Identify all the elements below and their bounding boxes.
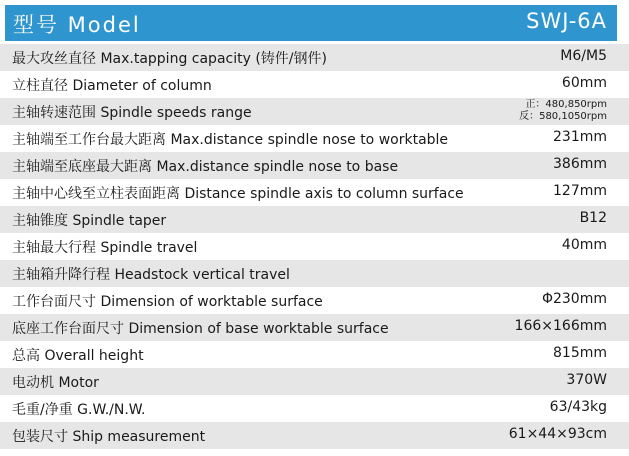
spec-row-base-worktable-dimension [0, 314, 629, 341]
spec-value: B12 [579, 210, 607, 226]
spec-label: 主轴中心线至立柱表面距离 Distance spindle axis to column surface [12, 186, 464, 202]
spec-value: 127mm [553, 183, 607, 199]
spec-label: 主轴锥度 Spindle taper [12, 213, 167, 229]
spec-label: 包装尺寸 Ship measurement [12, 429, 206, 445]
spec-value: 815mm [553, 345, 607, 361]
model-code: SWJ-6A [526, 9, 607, 33]
spec-value: 61×44×93cm [508, 426, 607, 442]
spec-value: 63/43kg [549, 399, 607, 415]
spec-label: 主轴端至底座最大距离 Max.distance spindle nose to base [12, 159, 399, 175]
spec-label: 主轴转速范围 Spindle speeds range [12, 105, 252, 121]
spec-label: 主轴端至工作台最大距离 Max.distance spindle nose to worktable [12, 132, 449, 148]
spec-row-motor [0, 368, 629, 395]
spec-value: Φ230mm [541, 291, 607, 307]
spec-value: 166×166mm [514, 318, 607, 334]
spec-label: 工作台面尺寸 Dimension of worktable surface [12, 294, 323, 310]
spec-row-ship-measurement [0, 422, 629, 449]
spec-label: 毛重/净重 G.W./N.W. [12, 402, 146, 418]
spec-value: M6/M5 [560, 48, 607, 64]
spec-value: 40mm [561, 237, 607, 253]
spec-row-spindle-travel [0, 233, 629, 260]
spec-row-nose-to-base [0, 152, 629, 179]
spec-label: 总高 Overall height [12, 348, 144, 364]
spec-row-nose-to-worktable [0, 125, 629, 152]
spec-row-axis-to-column [0, 179, 629, 206]
spec-row-headstock-travel [0, 260, 629, 287]
spec-label: 主轴最大行程 Spindle travel [12, 240, 198, 256]
spec-row-worktable-dimension [0, 287, 629, 314]
spec-label: 主轴箱升降行程 Headstock vertical travel [12, 267, 290, 283]
spec-value: 60mm [561, 75, 607, 91]
speed-reverse: 反：580,1050rpm [519, 111, 607, 122]
spec-value: 370W [566, 372, 607, 388]
spec-row-spindle-speeds [0, 98, 629, 125]
spec-label: 底座工作台面尺寸 Dimension of base worktable surface [12, 321, 389, 337]
spec-value-speeds [519, 99, 607, 123]
speed-forward: 正：480,850rpm [525, 99, 607, 110]
spec-row-max-tapping [0, 44, 629, 71]
spec-label: 电动机 Motor [12, 375, 99, 391]
spec-row-overall-height [0, 341, 629, 368]
spec-row-column-diameter [0, 71, 629, 98]
model-label: 型号 Model [13, 13, 141, 37]
model-header [5, 5, 617, 41]
spec-label: 立柱直径 Diameter of column [12, 78, 212, 94]
spec-row-spindle-taper [0, 206, 629, 233]
spec-value: 386mm [553, 156, 607, 172]
spec-label: 最大攻丝直径 Max.tapping capacity (铸件/钢件) [12, 51, 327, 67]
spec-row-weight [0, 395, 629, 422]
spec-value: 231mm [553, 129, 607, 145]
